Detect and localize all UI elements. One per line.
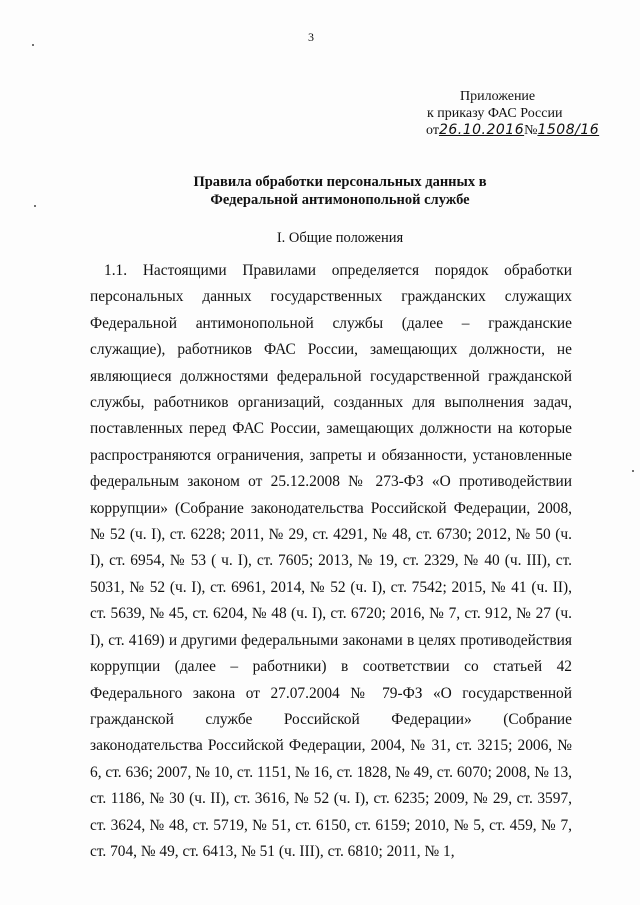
paragraph-text: Настоящими Правилами определяется порядок обработки персональных данных государственных гражданских служащих Федеральной антимонопольной службы (далее – гражданские служащие), работников ФАС России, замещающих должности, не являющиеся должностями федеральной государственной гражданской службы, работников организаций, созданных для выполнения задач, поставленных перед ФАС России, замещающих должности на которые распространяются ограничения, запреты и обязанности, установленные федеральным законом от 25.12.2008 № 273-ФЗ «О противодействии коррупции» (Собрание законодательства Российской Федерации, 2008, № 52 (ч. I), ст. 6228; 2011, № 29, ст. 4291, № 48, ст. 6730; 2012, № 50 (ч. I), ст. 6954, № 53 ( ч. I), ст. 7605; 2013, № 19, ст. 2329, № 40 (ч. III), ст. 5031, № 52 (ч. I), ст. 6961, 2014, № 52 (ч. I), ст. 7542; 2015, № 41 (ч. II), ст. 5639, № 45, ст. 6204, № 48 (ч. I), ст. 6720; 2016, № 7, ст. 912, № 27 (ч. I), ст. 4169) и другими федеральными законами в целях противодействия коррупции (далее – работники) в соответствии со статьей 42 Федерального закона от 27.07.2004 № 79-ФЗ «О государственной гражданской службе Российской Федерации» (Собрание законодательства Российской Федерации, 2004, № 31, ст. 3215; 2006, № 6, ст. 636; 2007, № 10, ст. 1151, № 16, ст. 1828, № 49, ст. 6070; 2008, № 13, ст. 1186, № 30 (ч. II), ст. 3616, № 52 (ч. I), ст. 6235; 2009, № 29, ст. 3597, ст. 3624, № 48, ст. 5719, № 51, ст. 6150, ст. 6159; 2010, № 5, ст. 459, № 7, ст. 704, № 49, ст. 6413, № 51 (ч. III), ст. 6810; 2011, № 1, — [90, 262, 572, 860]
appendix-label: Приложение — [460, 89, 536, 104]
page-number: 3 — [308, 30, 314, 44]
document-title — [80, 173, 600, 209]
title-line-1: Правила обработки персональных данных в — [193, 174, 487, 190]
order-reference: к приказу ФАС России — [427, 106, 563, 121]
section-heading: I. Общие положения — [276, 230, 404, 246]
paragraph-1-1 — [90, 258, 572, 865]
order-date-number-line — [408, 122, 608, 139]
handwritten-date: 26.10.2016 — [438, 122, 525, 138]
title-line-2: Федеральной антимонопольной службе — [210, 192, 470, 208]
handwritten-order-number: 1508/16 — [537, 122, 600, 138]
paragraph-number: 1.1. — [104, 262, 128, 279]
number-prefix: № — [524, 123, 538, 138]
from-prefix: от — [426, 123, 439, 138]
appendix-block — [408, 88, 608, 139]
